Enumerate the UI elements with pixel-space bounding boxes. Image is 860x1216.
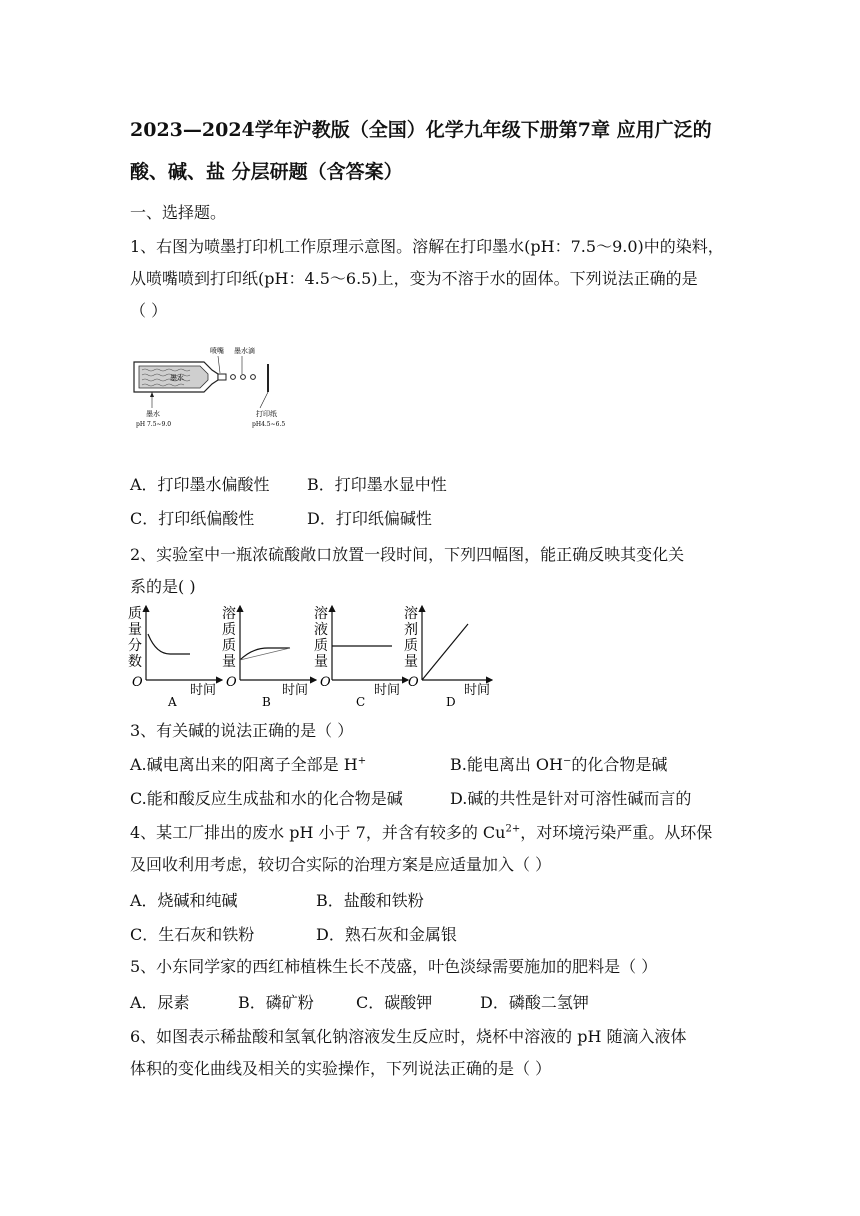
q1-option-a: A．打印墨水偏酸性 [130,475,270,494]
q3-option-a-sup: + [357,755,367,767]
q4-line2: 及回收利用考虑，较切合实际的治理方案是应适量加入（ ） [130,855,552,874]
q3-option-b-post: 的化合物是碱 [571,755,668,774]
q1-line2: 从喷嘴喷到打印纸(pH：4.5～6.5)上，变为不溶于水的固体。下列说法正确的是 [130,269,698,288]
inkjet-printer-figure [130,336,300,436]
graph-a-ylabel-1: 质 [128,606,142,622]
q1-option-c: C．打印纸偏酸性 [130,509,255,528]
graph-a-ylabel-4: 数 [128,654,142,670]
graph-d-letter: D [446,695,456,709]
graph-a-ylabel-3: 分 [128,638,142,654]
q3-option-b [450,752,667,775]
ink-chamber-label: 墨水 [170,374,184,382]
q1-line1: 1、右图为喷墨打印机工作原理示意图。溶解在打印墨水(pH：7.5～9.0)中的染料， [130,237,724,256]
q4-line1-sup: 2+ [505,823,521,835]
q1-line3: （ ） [130,301,168,320]
q1-option-d: D．打印纸偏碱性 [307,509,432,528]
q1-option-b: B．打印墨水显中性 [307,475,447,494]
graph-c-origin: O [320,675,331,690]
graph-a-origin: O [132,675,143,690]
section-heading: 一、选择题。 [130,203,227,222]
graph-d-xlabel: 时间 [464,683,491,698]
graph-b [222,605,316,709]
graph-c-ylabel-2: 液 [314,622,328,638]
document-title-line2: 酸、碱、盐 分层研题（含答案） [130,161,403,183]
graph-a [128,606,222,709]
graph-d-ylabel-1: 溶 [404,606,418,622]
q3-option-b-pre: B.能电离出 OH [450,755,564,774]
q5-line1: 5、小东同学家的西红柿植株生长不茂盛，叶色淡绿需要施加的肥料是（ ） [130,957,658,976]
graph-b-ylabel-1: 溶 [222,606,236,622]
graph-d-ylabel-3: 质 [404,638,418,654]
q4-option-d: D．熟石灰和金属银 [316,925,457,944]
graph-b-ylabel-3: 质 [222,638,236,654]
ink-drop-label: 墨水滴 [234,347,255,355]
graph-b-xlabel: 时间 [282,683,309,698]
graph-d-ylabel-2: 剂 [404,622,418,638]
q4-option-c: C．生石灰和铁粉 [130,925,255,944]
q2-line2: 系的是( ) [130,577,196,596]
graph-c-ylabel-4: 量 [314,654,328,670]
graph-a-ylabel-2: 量 [128,622,142,638]
q4-line1-pre: 4、某工厂排出的废水 pH 小于 7，并含有较多的 Cu [130,823,506,842]
q4-option-b: B．盐酸和铁粉 [316,891,424,910]
q5-option-d: D．磷酸二氢钾 [480,993,589,1012]
ink-label: 墨水 [146,410,160,418]
q5-option-a: A．尿素 [130,993,190,1012]
q2-line1: 2、实验室中一瓶浓硫酸敞口放置一段时间，下列四幅图，能正确反映其变化关 [130,545,685,564]
graph-a-xlabel: 时间 [190,683,217,698]
ink-ph-label: pH 7.5~9.0 [136,421,172,428]
q5-option-b: B．磷矿粉 [238,993,314,1012]
graph-c-xlabel: 时间 [374,683,401,698]
q6-line2: 体积的变化曲线及相关的实验操作，下列说法正确的是（ ） [130,1059,552,1078]
q3-option-a-text: A.碱电离出来的阳离子全部是 H [130,755,358,774]
nozzle-label: 喷嘴 [210,347,224,355]
q3-line1: 3、有关碱的说法正确的是（ ） [130,721,354,740]
q5-option-c: C．碳酸钾 [356,993,433,1012]
q3-option-c: C.能和酸反应生成盐和水的化合物是碱 [130,789,403,808]
q2-graphs-figure [126,602,496,710]
graph-d-origin: O [408,675,419,690]
graph-b-letter: B [262,695,271,709]
graph-b-origin: O [226,675,237,690]
graph-d [404,605,492,709]
q4-line1 [130,820,712,846]
paper-ph-label: pH4.5~6.5 [252,421,286,428]
graph-b-ylabel-4: 量 [222,654,236,670]
q4-option-a: A．烧碱和纯碱 [130,891,238,910]
graph-c-ylabel-1: 溶 [314,606,328,622]
graph-d-ylabel-4: 量 [404,654,418,670]
graph-c-ylabel-3: 质 [314,638,328,654]
q3-option-b-sup: − [563,755,572,767]
graph-c-letter: C [356,695,366,709]
q6-line1: 6、如图表示稀盐酸和氢氧化钠溶液发生反应时，烧杯中溶液的 pH 随滴入液体 [130,1027,687,1046]
q3-option-a [130,752,366,775]
paper-label: 打印纸 [256,410,277,418]
graph-b-ylabel-2: 质 [222,622,236,638]
q3-option-d: D.碱的共性是针对可溶性碱而言的 [450,789,692,808]
q4-line1-post: ，对环境污染严重。从环保 [520,823,713,842]
graph-c [314,605,408,709]
document-title-line1: 2023—2024学年沪教版（全国）化学九年级下册第7章 应用广泛的 [130,119,712,141]
graph-a-letter: A [168,695,177,709]
